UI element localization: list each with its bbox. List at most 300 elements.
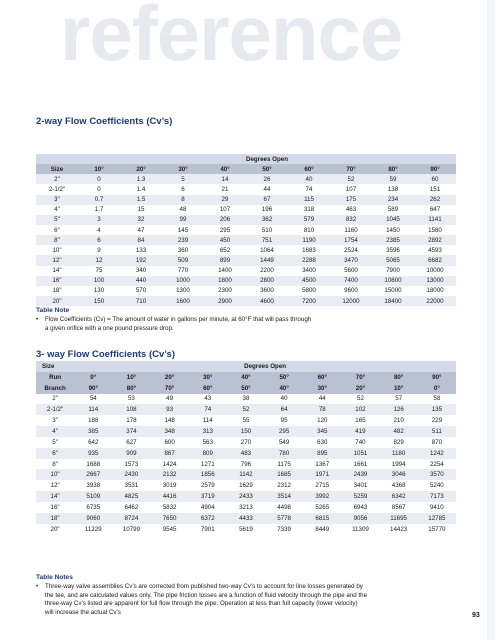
size-cell: 20": [36, 524, 74, 535]
cv-cell: 5240: [418, 480, 456, 491]
size-cell: 8": [36, 459, 74, 470]
cv-cell: 2288: [288, 255, 330, 265]
three-way-table-body: [36, 394, 456, 535]
cv-cell: 8: [162, 195, 204, 205]
size-cell: 5": [36, 437, 74, 448]
bullet-icon: •: [36, 316, 39, 323]
size-cell: 16": [36, 276, 78, 286]
size-cell: 3": [36, 195, 78, 205]
cv-cell: 6462: [112, 502, 150, 513]
cv-cell: 809: [189, 448, 227, 459]
table-row: [36, 480, 456, 491]
cv-cell: 53: [112, 394, 150, 405]
cv-cell: 32: [120, 215, 162, 225]
cv-cell: 3514: [265, 491, 303, 502]
cv-cell: 1300: [162, 286, 204, 296]
cv-cell: 196: [246, 205, 288, 215]
cv-cell: 3213: [227, 502, 265, 513]
cv-cell: 150: [227, 426, 265, 437]
table-row: [36, 394, 456, 405]
cv-cell: 1424: [151, 459, 189, 470]
cv-cell: 385: [74, 426, 112, 437]
branch-column-header: 90°: [74, 383, 112, 394]
cv-cell: 0: [78, 174, 120, 184]
three-way-note-line2: the tee, and are calculated values only. The pipe friction losses are a function of fluid velocity through the pipe and the: [45, 591, 368, 599]
cv-cell: 192: [120, 255, 162, 265]
cv-cell: 95: [265, 415, 303, 426]
table-row: [36, 502, 456, 513]
cv-cell: 770: [162, 266, 204, 276]
cv-cell: 2524: [330, 245, 372, 255]
cv-cell: 3531: [112, 480, 150, 491]
cv-cell: 511: [418, 426, 456, 437]
cv-cell: 188: [74, 415, 112, 426]
cv-cell: 1683: [288, 245, 330, 255]
cv-cell: 165: [341, 415, 379, 426]
cv-cell: 362: [246, 215, 288, 225]
branch-label: Branch: [36, 383, 74, 394]
cv-cell: 5832: [151, 502, 189, 513]
cv-cell: 549: [265, 437, 303, 448]
cv-cell: 1450: [372, 225, 414, 235]
bullet-icon: •: [36, 583, 39, 590]
two-way-table-body: [36, 174, 456, 306]
cv-cell: 1.5: [120, 195, 162, 205]
cv-cell: 1142: [227, 469, 265, 480]
cv-cell: 8449: [303, 524, 341, 535]
size-cell: 8": [36, 235, 78, 245]
cv-cell: 133: [120, 245, 162, 255]
cv-cell: 15000: [372, 286, 414, 296]
cv-cell: 5800: [288, 286, 330, 296]
cv-cell: 3470: [330, 255, 372, 265]
branch-column-header: 0°: [418, 383, 456, 394]
cv-cell: 463: [330, 205, 372, 215]
cv-cell: 1045: [372, 215, 414, 225]
branch-column-header: 30°: [303, 383, 341, 394]
column-header: 10°: [78, 164, 120, 174]
cv-cell: 5619: [227, 524, 265, 535]
cv-cell: 262: [414, 195, 456, 205]
cv-cell: 4904: [189, 502, 227, 513]
cv-cell: 627: [112, 437, 150, 448]
table-row: [36, 184, 456, 194]
cv-cell: 13000: [414, 276, 456, 286]
cv-cell: 3570: [418, 469, 456, 480]
cv-cell: 3938: [74, 480, 112, 491]
cv-cell: 348: [151, 426, 189, 437]
table-row: [36, 448, 456, 459]
cv-cell: 145: [162, 225, 204, 235]
branch-column-header: 60°: [189, 383, 227, 394]
cv-cell: 9060: [74, 513, 112, 524]
column-header: 60°: [288, 164, 330, 174]
cv-cell: 229: [418, 415, 456, 426]
cv-cell: 107: [204, 205, 246, 215]
column-header: 20°: [120, 164, 162, 174]
cv-cell: 2433: [227, 491, 265, 502]
cv-cell: 313: [189, 426, 227, 437]
cv-cell: 2892: [414, 235, 456, 245]
cv-cell: 2312: [265, 480, 303, 491]
cv-cell: 1685: [265, 469, 303, 480]
cv-cell: 67: [246, 195, 288, 205]
cv-cell: 148: [151, 415, 189, 426]
cv-cell: 1190: [288, 235, 330, 245]
column-header: 70°: [330, 164, 372, 174]
cv-cell: 57: [380, 394, 418, 405]
cv-cell: 832: [330, 215, 372, 225]
cv-cell: 1856: [189, 469, 227, 480]
cv-cell: 483: [227, 448, 265, 459]
cv-cell: 120: [303, 415, 341, 426]
column-header: 40°: [204, 164, 246, 174]
cv-cell: 40: [288, 174, 330, 184]
cv-cell: 12785: [418, 513, 456, 524]
cv-cell: 78: [303, 404, 341, 415]
empty-header-cell: [36, 154, 78, 164]
cv-cell: 345: [303, 426, 341, 437]
reference-watermark: reference: [60, 0, 403, 77]
cv-cell: 21: [204, 184, 246, 194]
cv-cell: 3019: [151, 480, 189, 491]
cv-cell: 295: [204, 225, 246, 235]
cv-cell: 54: [74, 394, 112, 405]
cv-cell: 12000: [330, 296, 372, 306]
three-way-title: 3- way Flow Coefficients (Cv’s): [36, 349, 176, 360]
cv-cell: 1.4: [120, 184, 162, 194]
cv-cell: 64: [265, 404, 303, 415]
branch-column-header: 80°: [112, 383, 150, 394]
cv-cell: 870: [418, 437, 456, 448]
cv-cell: 2900: [204, 296, 246, 306]
cv-cell: 1.3: [120, 174, 162, 184]
cv-cell: 710: [120, 296, 162, 306]
cv-cell: 48: [162, 205, 204, 215]
cv-cell: 1600: [162, 296, 204, 306]
cv-cell: 829: [380, 437, 418, 448]
cv-cell: 935: [74, 448, 112, 459]
cv-cell: 2385: [372, 235, 414, 245]
cv-cell: 5265: [303, 502, 341, 513]
cv-cell: 1400: [204, 266, 246, 276]
cv-cell: 135: [418, 404, 456, 415]
cv-cell: 1688: [74, 459, 112, 470]
cv-cell: 10800: [372, 276, 414, 286]
cv-cell: 7339: [265, 524, 303, 535]
cv-cell: 4368: [380, 480, 418, 491]
cv-cell: 780: [265, 448, 303, 459]
cv-cell: 52: [330, 174, 372, 184]
cv-cell: 5065: [372, 255, 414, 265]
run-header-row: [36, 372, 456, 383]
cv-cell: 151: [414, 184, 456, 194]
two-way-title: 2-way Flow Coefficients (Cv’s): [36, 116, 173, 127]
cv-cell: 9: [78, 245, 120, 255]
size-cell: 10": [36, 469, 74, 480]
size-cell: 18": [36, 513, 74, 524]
cv-cell: 9410: [418, 502, 456, 513]
degrees-open-header: Degrees Open: [78, 154, 456, 164]
page-number: 93: [472, 612, 480, 619]
three-way-note-line1: Three-way valve assemblies Cv’s are corrected from published two-way Cv’s to account for line losses generated by: [45, 583, 363, 590]
cv-cell: 642: [74, 437, 112, 448]
cv-cell: 2254: [418, 459, 456, 470]
cv-cell: 6735: [74, 502, 112, 513]
cv-cell: 0: [78, 184, 120, 194]
cv-cell: 6: [78, 235, 120, 245]
size-cell: 14": [36, 491, 74, 502]
cv-cell: 4500: [288, 276, 330, 286]
cv-cell: 1051: [341, 448, 379, 459]
cv-cell: 7650: [151, 513, 189, 524]
cv-cell: 7173: [418, 491, 456, 502]
cv-cell: 4825: [112, 491, 150, 502]
three-way-group-header-row: [36, 361, 456, 372]
two-way-note-head: Table Note: [36, 307, 70, 314]
two-way-note-line2: a given orifice with a one pound pressure drop.: [45, 324, 174, 332]
two-way-column-header-row: [36, 164, 456, 174]
cv-cell: 630: [303, 437, 341, 448]
cv-cell: 360: [162, 245, 204, 255]
cv-cell: 40: [265, 394, 303, 405]
size-cell: 20": [36, 296, 78, 306]
table-row: [36, 513, 456, 524]
run-column-header: 80°: [380, 372, 418, 383]
cv-cell: 10799: [112, 524, 150, 535]
cv-cell: 18400: [372, 296, 414, 306]
cv-cell: 3: [78, 215, 120, 225]
cv-cell: 84: [120, 235, 162, 245]
cv-cell: 2579: [189, 480, 227, 491]
cv-cell: 2800: [246, 276, 288, 286]
cv-cell: 895: [303, 448, 341, 459]
table-row: [36, 255, 456, 265]
cv-cell: 600: [151, 437, 189, 448]
cv-cell: 295: [265, 426, 303, 437]
cv-cell: 1994: [380, 459, 418, 470]
cv-cell: 509: [162, 255, 204, 265]
cv-cell: 1971: [303, 469, 341, 480]
table-row: [36, 276, 456, 286]
three-way-note: [36, 583, 456, 617]
cv-cell: 7200: [288, 296, 330, 306]
cv-cell: 3600: [246, 286, 288, 296]
cv-cell: 175: [330, 195, 372, 205]
cv-cell: 1271: [189, 459, 227, 470]
cv-cell: 9056: [341, 513, 379, 524]
branch-column-header: 20°: [341, 383, 379, 394]
table-row: [36, 235, 456, 245]
run-column-header: 30°: [189, 372, 227, 383]
cv-cell: 114: [189, 415, 227, 426]
table-row: [36, 225, 456, 235]
cv-cell: 43: [189, 394, 227, 405]
branch-column-header: 50°: [227, 383, 265, 394]
cv-cell: 5109: [74, 491, 112, 502]
cv-cell: 12: [78, 255, 120, 265]
column-header: 50°: [246, 164, 288, 174]
size-cell: 16": [36, 502, 74, 513]
cv-cell: 1175: [265, 459, 303, 470]
cv-cell: 15: [120, 205, 162, 215]
cv-cell: 14423: [380, 524, 418, 535]
size-cell: 2": [36, 394, 74, 405]
cv-cell: 75: [78, 266, 120, 276]
cv-cell: 10000: [414, 266, 456, 276]
three-way-note-line3: three-way Cv’s listed are apparent for full flow through the pipe. Operation at less than full capacity (lower velocity): [45, 600, 358, 608]
cv-cell: 563: [189, 437, 227, 448]
cv-cell: 2300: [204, 286, 246, 296]
cv-cell: 3719: [189, 491, 227, 502]
cv-cell: 114: [74, 404, 112, 415]
cv-cell: 99: [162, 215, 204, 225]
cv-cell: 9600: [330, 286, 372, 296]
cv-cell: 1.7: [78, 205, 120, 215]
cv-cell: 6342: [380, 491, 418, 502]
run-column-header: 50°: [265, 372, 303, 383]
run-column-header: 70°: [341, 372, 379, 383]
cv-cell: 6: [162, 184, 204, 194]
three-way-note-line4: will increase the actual Cv’s: [45, 608, 121, 616]
cv-cell: 15770: [418, 524, 456, 535]
branch-header-row: [36, 383, 456, 394]
cv-cell: 570: [120, 286, 162, 296]
size-cell: 12": [36, 255, 78, 265]
table-row: [36, 174, 456, 184]
cv-cell: 909: [112, 448, 150, 459]
table-row: [36, 205, 456, 215]
cv-cell: 652: [204, 245, 246, 255]
cv-cell: 239: [162, 235, 204, 245]
cv-cell: 1580: [414, 225, 456, 235]
cv-cell: 4433: [227, 513, 265, 524]
table-row: [36, 245, 456, 255]
cv-cell: 1141: [414, 215, 456, 225]
table-row: [36, 469, 456, 480]
cv-cell: 0.7: [78, 195, 120, 205]
branch-column-header: 70°: [151, 383, 189, 394]
cv-cell: 1449: [246, 255, 288, 265]
cv-cell: 8567: [380, 502, 418, 513]
table-row: [36, 215, 456, 225]
cv-cell: 1160: [330, 225, 372, 235]
cv-cell: 52: [341, 394, 379, 405]
branch-column-header: 40°: [265, 383, 303, 394]
cv-cell: 3992: [303, 491, 341, 502]
cv-cell: 9545: [151, 524, 189, 535]
cv-cell: 14: [204, 174, 246, 184]
size-cell: 2": [36, 174, 78, 184]
table-row: [36, 459, 456, 470]
cv-cell: 450: [204, 235, 246, 245]
page-edge-bar: [487, 0, 495, 640]
cv-cell: 796: [227, 459, 265, 470]
cv-cell: 1573: [112, 459, 150, 470]
cv-cell: 1064: [246, 245, 288, 255]
two-way-note-line1: Flow Coefficients (Cv) = The amount of water in gallons per minute, at 60°F that will pass through: [45, 316, 312, 323]
cv-cell: 3596: [372, 245, 414, 255]
cv-cell: 6815: [303, 513, 341, 524]
cv-cell: 8724: [112, 513, 150, 524]
size-cell: 18": [36, 286, 78, 296]
column-header: 80°: [372, 164, 414, 174]
cv-cell: 3401: [341, 480, 379, 491]
column-header: 90°: [414, 164, 456, 174]
cv-cell: 7901: [189, 524, 227, 535]
run-column-header: 0°: [74, 372, 112, 383]
cv-cell: 6682: [414, 255, 456, 265]
table-row: [36, 296, 456, 306]
cv-cell: 58: [418, 394, 456, 405]
table-row: [36, 415, 456, 426]
cv-cell: 38: [227, 394, 265, 405]
run-column-header: 20°: [151, 372, 189, 383]
cv-cell: 107: [330, 184, 372, 194]
cv-cell: 100: [78, 276, 120, 286]
cv-cell: 1661: [341, 459, 379, 470]
cv-cell: 270: [227, 437, 265, 448]
two-way-note: [36, 316, 456, 333]
cv-cell: 22000: [414, 296, 456, 306]
cv-cell: 440: [120, 276, 162, 286]
cv-cell: 5259: [341, 491, 379, 502]
cv-cell: 810: [288, 225, 330, 235]
cv-cell: 60: [414, 174, 456, 184]
size-cell: 4": [36, 426, 74, 437]
run-column-header: 90°: [418, 372, 456, 383]
size-cell: 6": [36, 225, 78, 235]
table-row: [36, 404, 456, 415]
cv-cell: 3400: [288, 266, 330, 276]
cv-cell: 59: [372, 174, 414, 184]
size-header: Size: [36, 361, 74, 372]
cv-cell: 74: [288, 184, 330, 194]
cv-cell: 18000: [414, 286, 456, 296]
cv-cell: 340: [120, 266, 162, 276]
cv-cell: 419: [341, 426, 379, 437]
cv-cell: 115: [288, 195, 330, 205]
cv-cell: 740: [341, 437, 379, 448]
cv-cell: 482: [380, 426, 418, 437]
cv-cell: 1754: [330, 235, 372, 245]
cv-cell: 93: [151, 404, 189, 415]
cv-cell: 178: [112, 415, 150, 426]
cv-cell: 867: [151, 448, 189, 459]
size-cell: 2-1/2": [36, 184, 78, 194]
size-cell: 14": [36, 266, 78, 276]
table-row: [36, 266, 456, 276]
cv-cell: 5600: [330, 266, 372, 276]
cv-cell: 5: [162, 174, 204, 184]
cv-cell: 44: [303, 394, 341, 405]
table-row: [36, 195, 456, 205]
cv-cell: 4600: [246, 296, 288, 306]
cv-cell: 5778: [265, 513, 303, 524]
cv-cell: 74: [189, 404, 227, 415]
branch-column-header: 10°: [380, 383, 418, 394]
cv-cell: 2667: [74, 469, 112, 480]
size-cell: 4": [36, 205, 78, 215]
column-header: Size: [36, 164, 78, 174]
cv-cell: 108: [112, 404, 150, 415]
cv-cell: 589: [372, 205, 414, 215]
table-row: [36, 491, 456, 502]
cv-cell: 2439: [341, 469, 379, 480]
cv-cell: 47: [120, 225, 162, 235]
cv-cell: 647: [414, 205, 456, 215]
cv-cell: 1242: [418, 448, 456, 459]
